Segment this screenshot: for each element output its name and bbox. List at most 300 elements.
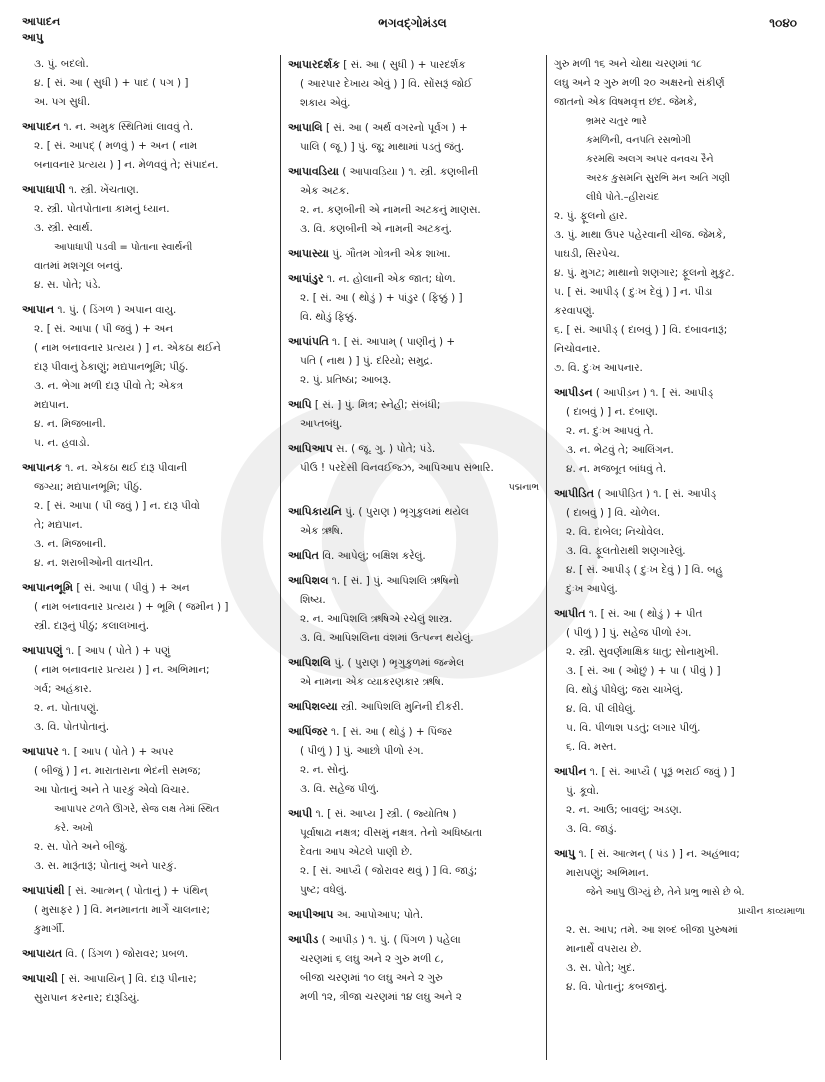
definition-text: કમળિની, વનપતિ રસભોગી <box>586 135 691 146</box>
definition-text: [ સં. આત્મન્ ( પોતાનું ) + પંથિન્ <box>64 885 208 897</box>
entry-line <box>288 697 539 717</box>
dictionary-entry <box>288 162 539 239</box>
headword: આપાલિ <box>288 121 323 134</box>
entry-line <box>22 857 273 876</box>
entry-line <box>22 617 273 636</box>
definition-text: મળી ૧૨, ત્રીજા ચરણમાં ૧૪ લઘુ અને ૨ <box>300 991 462 1003</box>
entry-line <box>22 137 273 156</box>
definition-text: ૫. [ સં. આપીડ્ ( દુઃખ દેવું ) ] ન. પીડા <box>554 286 713 298</box>
definition-text: અ. પગ સુધી. <box>34 96 91 108</box>
headword: આપાન <box>22 303 55 316</box>
definition-text: પતિ ( નાથ ) ] પું. દરિયો; સમુદ્ર. <box>300 355 433 367</box>
dictionary-entry <box>22 881 273 939</box>
entry-line <box>554 762 805 782</box>
entry-line <box>288 308 539 327</box>
entry-line <box>554 604 805 624</box>
definition-text: ૨. ન. પોતાપણું. <box>34 702 99 714</box>
entry-line <box>22 117 273 137</box>
dictionary-entry <box>22 458 273 573</box>
definition-text: ૩. પું. માથા ઉપર પહેરવાની ચીજ. જેમકે, <box>554 229 726 241</box>
headword: આપીડ <box>288 933 319 946</box>
entry-line <box>288 862 539 881</box>
entry-line <box>554 283 805 302</box>
definition-text: આપ્તબંધુ. <box>300 418 343 430</box>
entry-line <box>554 542 805 561</box>
definition-text: ૩. [ સં. આ ( ઓછું ) + પા ( પીવું ) ] <box>566 665 721 677</box>
definition-text: ૩. ન. ભેટવું તે; આલિંગન. <box>566 444 674 456</box>
definition-text: સ્ત્રી. દારૂનું પીઠું; કલાલખાનું. <box>34 620 150 632</box>
headword: આપિશલ્યા <box>288 700 338 713</box>
definition-text: ( પીળું ) ] પું. સહેજ પીળો રંગ. <box>566 627 692 639</box>
entry-line <box>554 662 805 681</box>
definition-text: ૪. [ સં. આપીડ્ ( દુઃખ દેવું ) ] વિ. બહુ <box>566 564 723 576</box>
definition-text: પીઉ ! પરદેસી વિનવઈજ્ઝ, આપિઆપ સંભારિ. <box>300 462 494 474</box>
definition-text: [ સં. આપાયિન્ ] વિ. દારૂ પીનાર; <box>57 973 197 985</box>
definition-text: દુઃખ આપેલું. <box>566 583 618 595</box>
entry-line <box>288 201 539 220</box>
headword: આપિ <box>288 398 312 411</box>
entry-line <box>22 276 273 295</box>
definition-text: ૩. સ. મારૂંતારૂં; પોતાનું અને પારકું. <box>34 860 177 872</box>
entry-line <box>22 535 273 554</box>
dictionary-entry <box>554 604 805 757</box>
dictionary-entry <box>22 944 273 964</box>
entry-line <box>554 921 805 940</box>
definition-text: પું. કૂવો. <box>566 785 600 797</box>
headword: આપાધાપી <box>22 183 66 196</box>
entry-line <box>22 989 273 1008</box>
dictionary-entry <box>288 804 539 900</box>
definition-text: ( નામ બનાવનાર પ્રત્યય ) ] ન. એકઠા થઈને <box>34 342 221 354</box>
definition-text: પું. ગૌતમ ગોત્રની એક શાખા. <box>328 248 451 260</box>
definition-text: ૩. વિ. આપિશલિના વંશમાં ઉત્પન્ન થયેલું. <box>300 632 474 644</box>
definition-text: [ સં. ] પું. મિત્ર; સ્નેહી; સંબંધી; <box>311 399 441 411</box>
entry-line <box>22 55 273 74</box>
column-1 <box>22 55 280 1065</box>
entry-line <box>288 352 539 371</box>
entry-line <box>22 415 273 434</box>
definition-text: ૪. [ સં. આ ( સુધી ) + પાદ ( પગ ) ] <box>34 77 189 89</box>
headword: આપાંપતિ <box>288 335 329 348</box>
entry-line <box>554 700 805 719</box>
headword: આપાપંથી <box>22 884 65 897</box>
entry-line <box>22 396 273 415</box>
entry-line <box>288 395 539 415</box>
entry-line <box>288 546 539 566</box>
definition-text: વિ. થોડું ફિક્કું. <box>300 311 358 323</box>
definition-text: ( બીજું ) ] ન. મારાતારાના ભેદની સમજ; <box>34 765 201 777</box>
entry-line <box>288 571 539 591</box>
definition-text: ( પીળું ) ] પું. આછો પીળો રંગ. <box>300 745 424 757</box>
definition-text: પું. ( પુરાણ ) ભૃગુકુળમાં જન્મેલ <box>330 657 465 669</box>
quotation-source <box>288 478 539 497</box>
quotation-line <box>554 150 805 169</box>
dictionary-entry <box>288 118 539 157</box>
headword: આપાચી <box>22 972 58 985</box>
definition-text: ૧. [ સં. આપામ્ ( પાણીનું ) + <box>328 336 456 348</box>
definition-text: સ્ત્રી. આપિશલિ મુનિની દીકરી. <box>337 701 464 713</box>
definition-text: ૪. ન. મિજબાની. <box>34 418 106 430</box>
entry-line <box>554 820 805 839</box>
definition-text: લઘુ અને ૨ ગુરુ મળી ૨૦ અક્ષરનો સંકીર્ણ <box>554 77 725 89</box>
definition-text: શકાય એવું. <box>300 97 351 109</box>
definition-text: ૧. [ સં. આત્મન્ ( પંડ ) ] ન. અહંભાવ; <box>575 848 740 860</box>
definition-text: ૨. સ્ત્રી. પોતપોતાના કામનું ધ્યાન. <box>34 203 170 215</box>
entry-line <box>22 497 273 516</box>
entry-line <box>554 460 805 479</box>
entry-line <box>554 523 805 542</box>
entry-line <box>22 257 273 276</box>
entry-line <box>554 782 805 801</box>
entry-line <box>22 781 273 800</box>
quotation-line <box>22 800 273 819</box>
definition-text: પુષ્ટ; વધેલું. <box>300 884 347 896</box>
definition-text: લીધે પોતે.–હીરાચંદ <box>586 192 660 203</box>
dictionary-entry <box>554 55 805 378</box>
definition-text: ૩. વિ. કણબીની એ નામની અટકનું. <box>300 223 452 235</box>
entry-line <box>22 458 273 478</box>
entry-line <box>22 377 273 396</box>
entry-line <box>554 978 805 997</box>
dictionary-entry <box>22 969 273 1008</box>
entry-line <box>554 719 805 738</box>
definition-text: ૩. વિ. જાડું. <box>566 823 617 835</box>
definition-text: ૨. ન. આઉ; બાવલું; અડણ. <box>566 804 682 816</box>
definition-text: ૨. સ. આપ; તમે. આ શબ્દ બીજા પુરુષમાં <box>566 924 738 936</box>
dictionary-entry <box>22 55 273 112</box>
entry-line <box>22 320 273 339</box>
entry-line <box>288 244 539 264</box>
definition-text: બનાવનાર પ્રત્યય ) ] ન. મેળવવું તે; સંપાદન. <box>34 159 219 171</box>
definition-text: પ્રાચીન કાવ્યમાળા <box>737 906 805 917</box>
definition-text: ૨. સ્ત્રી. સુવર્ણમાક્ષિક ધાતુ; સોનામુખી. <box>566 646 719 658</box>
dictionary-entry <box>288 269 539 327</box>
definition-text: ૧. ન. અમુક સ્થિતિમાં લાવવું તે. <box>60 121 194 133</box>
definition-text: ( દાબવું ) ] ન. દબાણ. <box>566 406 658 418</box>
entry-line <box>288 75 539 94</box>
quotation-line <box>22 238 273 257</box>
entry-line <box>554 844 805 864</box>
entry-line <box>288 653 539 673</box>
definition-text: પું. ( પુરાણ ) ભૃગુકુલમાં થયેલ <box>341 506 469 518</box>
entry-line <box>288 988 539 1007</box>
entry-line <box>22 554 273 573</box>
definition-text: ૨. ન. સોનું. <box>300 764 350 776</box>
definition-text: પાલિ ( જૂ ) ] પું. જૂ; માથામાં પડતું જંતુ. <box>300 141 465 153</box>
dictionary-entry <box>288 439 539 497</box>
entry-line <box>288 138 539 157</box>
definition-text: વિ. થોડું પીધેલું; જરા ચાખેલું. <box>566 684 684 696</box>
entry-line <box>288 629 539 648</box>
quotation-line <box>554 883 805 902</box>
entry-line <box>288 182 539 201</box>
definition-text: મદ્યપાન. <box>34 399 70 411</box>
definition-text: નિચોવનાર. <box>554 343 601 355</box>
entry-line <box>288 522 539 541</box>
headword: આપિત <box>288 549 319 562</box>
headword: આપાપણું <box>22 644 63 657</box>
entry-line <box>22 742 273 762</box>
quotation-line <box>22 819 273 838</box>
dictionary-columns <box>22 55 812 1065</box>
dictionary-entry <box>22 300 273 453</box>
entry-line <box>554 580 805 599</box>
entry-line <box>288 220 539 239</box>
quotation-line <box>554 188 805 207</box>
definition-text: આપાધાપી પડવી = પોતાના સ્વાર્થની <box>54 242 193 253</box>
definition-text: શિષ્ય. <box>300 594 326 606</box>
definition-text: ૨. [ સં. આપ્યૈ ( જોરાવર થવું ) ] વિ. જાડું; <box>300 865 478 877</box>
dictionary-entry <box>288 55 539 113</box>
definition-text: ૨. ન. દુઃખ આપવું તે. <box>566 425 654 437</box>
headword: આપિશલ <box>288 574 329 587</box>
entry-line <box>288 969 539 988</box>
definition-text: ૧. ન. હોલાની એક જાત; ધોળ. <box>323 273 456 285</box>
dictionary-entry <box>288 653 539 692</box>
entry-line <box>554 738 805 757</box>
definition-text: ૬. [ સં. આપીડ્ ( દાબવું ) ] વિ. દબાવનારૂં; <box>554 324 728 336</box>
definition-text: ૨. પું. ફૂલનો હાર. <box>554 210 628 222</box>
entry-line <box>554 321 805 340</box>
entry-line <box>22 838 273 857</box>
headword: આપાંડુર <box>288 272 324 285</box>
definition-text: ૩. પું. બદલો. <box>34 58 89 70</box>
definition-text: [ સં. આ ( અર્થ વગરનો પૂર્વગ ) + <box>322 122 468 134</box>
definition-text: ૧. [ સં. આ ( થોડું ) + પિંજર <box>327 726 453 738</box>
entry-line <box>554 93 805 112</box>
headword: આપીડન <box>554 386 593 399</box>
definition-text: ૧. [ સં. આ ( થોડું ) + પીત <box>585 608 703 620</box>
definition-text: ( આપીડ઼ ) ૧. પું. ( પિંગળ ) પહેલા <box>318 934 461 946</box>
entry-line <box>22 339 273 358</box>
definition-text: ૨. ન. આપિશલિ ઋષિએ રચેલું શાસ્ત્ર. <box>300 613 453 625</box>
entry-line <box>288 722 539 742</box>
entry-line <box>22 969 273 989</box>
definition-text: એ નામના એક વ્યાકરણકાર ઋષિ. <box>300 676 444 688</box>
entry-line <box>554 561 805 580</box>
entry-line <box>554 959 805 978</box>
definition-text: ( આપીડ઼િત ) ૧. [ સં. આપીડ્ <box>594 488 717 500</box>
entry-line <box>288 371 539 390</box>
entry-line <box>22 901 273 920</box>
entry-line <box>22 699 273 718</box>
dictionary-entry <box>22 117 273 175</box>
definition-text: ગર્વ; અહંકાર. <box>34 683 92 695</box>
definition-text: ૩. સ. પોતે; ખુદ. <box>566 962 636 974</box>
definition-text: ૩. ન. ભેગા મળી દારૂ પીવો તે; એકત્ર <box>34 380 183 392</box>
entry-line <box>554 681 805 700</box>
entry-line <box>22 598 273 617</box>
headword: આપિંજર <box>288 725 328 738</box>
entry-line <box>288 269 539 289</box>
entry-line <box>554 207 805 226</box>
definition-text: ૪. ન. મજબૂત બાંધવું તે. <box>566 463 667 475</box>
definition-text: ( નામ બનાવનાર પ્રત્યય ) ] ન. અભિમાન; <box>34 664 210 676</box>
entry-line <box>288 415 539 434</box>
dictionary-entry <box>22 578 273 636</box>
definition-text: ૩. વિ. ફૂલતોરાથી શણગારેલું. <box>566 545 686 557</box>
definition-text: આ પોતાનું અને તે પારકું એવો વિચાર. <box>34 784 190 796</box>
definition-text: પાઘડી, સિરપેચ. <box>554 248 620 260</box>
definition-text: જાતનો એક વિષમવૃત્ત છંદ. જેમકે, <box>554 96 697 108</box>
definition-text: ૩. સ્ત્રી. સ્વાર્થ. <box>34 222 93 234</box>
definition-text: ૨. પું. પ્રતિષ્ઠા; આબરૂ. <box>300 374 392 386</box>
dictionary-entry <box>554 383 805 479</box>
entry-line <box>288 761 539 780</box>
entry-line <box>554 441 805 460</box>
entry-line <box>22 200 273 219</box>
page-header <box>0 0 825 52</box>
dictionary-entry <box>288 697 539 717</box>
column-2 <box>280 55 547 1060</box>
definition-text: એક અટક. <box>300 185 350 197</box>
dictionary-entry <box>22 742 273 876</box>
definition-text: ૨. [ સં. આ ( થોડું ) + પાંડુર ( ફિક્કું ) ] <box>300 292 463 304</box>
entry-line <box>554 74 805 93</box>
definition-text: સ. ( જૂ. ગુ. ) પોતે; પંડે. <box>332 443 436 455</box>
definition-text: કુમાર્ગી. <box>34 923 66 935</box>
entry-line <box>554 403 805 422</box>
definition-text: ( મુસાફર ) ] વિ. મનમાનતા માર્ગે ચાલનાર; <box>34 904 210 916</box>
headword: આપાવડિયા <box>288 165 339 178</box>
definition-text: ૩. વિ. પોતપોતાનું. <box>34 721 110 733</box>
definition-text: ૪. વિ. પી લીધેલું. <box>566 703 636 715</box>
definition-text: માનાર્થે વપરાય છે. <box>566 943 642 955</box>
entry-line <box>288 459 539 478</box>
entry-line <box>288 439 539 459</box>
entry-line <box>288 162 539 182</box>
entry-line <box>554 484 805 504</box>
definition-text: આપાપર ટળતે ઊગરે, સેજ લક્ષ તેમાં સ્થિત <box>54 804 220 815</box>
definition-text: ૧. પું. ( ડિંગળ ) અપાન વાયુ. <box>54 304 177 316</box>
entry-line <box>288 289 539 308</box>
entry-line <box>22 478 273 497</box>
guide-word-first: આપાદન <box>22 15 61 28</box>
entry-line <box>22 762 273 781</box>
definition-text: પદ્મનાભ <box>508 482 539 493</box>
headword: આપાનક <box>22 461 62 474</box>
entry-line <box>554 264 805 283</box>
entry-line <box>288 804 539 824</box>
entry-line <box>22 516 273 535</box>
headword: આપિકાયનિ <box>288 505 342 518</box>
definition-text: ૨. [ સં. આપદ્ ( મળવું ) + અન ( નામ <box>34 140 198 152</box>
entry-line <box>288 824 539 843</box>
entry-line <box>288 673 539 692</box>
definition-text: ૪. સ. પોતે; પંડે. <box>34 279 101 291</box>
definition-text: દેવતા આપ એટલે પાણી છે. <box>300 846 413 858</box>
dictionary-entry <box>22 641 273 737</box>
headword: આપીન <box>554 765 587 778</box>
dictionary-title: ભગવદ્ગોમંડલ <box>378 16 447 30</box>
entry-line <box>288 332 539 352</box>
definition-text: ૧. [ સં. ] પું. આપિશલિ ઋષિનો <box>328 575 459 587</box>
definition-text: ભ્રમર ચતુર ભારે <box>586 116 647 127</box>
quotation-line <box>554 169 805 188</box>
entry-line <box>22 434 273 453</box>
definition-text: ૧. ન. એકઠા થઈ દારૂ પીવાની <box>61 462 188 474</box>
definition-text: ૫. ન. હવાડો. <box>34 437 90 449</box>
quotation-source <box>554 902 805 921</box>
definition-text: ૪. ન. શરાબીઓની વાતચીત. <box>34 557 154 569</box>
dictionary-entry <box>288 502 539 541</box>
guide-word-last: આપુ <box>22 31 44 44</box>
entry-line <box>554 245 805 264</box>
entry-line <box>554 302 805 321</box>
entry-line <box>288 94 539 113</box>
headword: આપાનભૂમિ <box>22 581 74 594</box>
dictionary-entry <box>288 332 539 390</box>
definition-text: ( નામ બનાવનાર પ્રત્યય ) + ભૂમિ ( જમીન ) ] <box>34 601 229 613</box>
entry-line <box>22 641 273 661</box>
quotation-line <box>554 131 805 150</box>
entry-line <box>288 118 539 138</box>
entry-line <box>288 950 539 969</box>
entry-line <box>22 578 273 598</box>
definition-text: ૧. [ સં. આપ્યૈ ( પૂરૂં ભરાઈ જવું ) ] <box>586 766 735 778</box>
definition-text: જગ્યા; મદ્યપાનભૂમિ; પીઠું. <box>34 481 143 493</box>
page-number: ૧૦૪૦ <box>769 16 797 30</box>
definition-text: [ સં. આપા ( પીવું ) + અન <box>73 582 190 594</box>
definition-text: ૨. [ સં. આપા ( પી જવું ) ] ન. દારૂ પીવો <box>34 500 200 512</box>
definition-text: ૪. પું. મુગટ; માથાનો શણગાર; ફૂલનો મુકુટ. <box>554 267 735 279</box>
definition-text: ૧. સ્ત્રી. ખેંચતાણ. <box>65 184 139 196</box>
definition-text: ગુરુ મળી ૧૬ અને ચોથા ચરણમાં ૧૮ <box>554 58 702 70</box>
entry-line <box>22 74 273 93</box>
definition-text: ( આરપાર દેખાય એવું ) ] વિ. સોંસરૂં જોઈ <box>300 78 473 90</box>
definition-text: વાતમાં મશગૂલ બનવું. <box>34 260 124 272</box>
headword: આપિશલિ <box>288 656 331 669</box>
entry-line <box>22 944 273 964</box>
definition-text: તે; મદ્યપાન. <box>34 519 83 531</box>
entry-line <box>22 920 273 939</box>
definition-text: દારૂ પીવાનું ઠેકાણું; મદ્યપાનભૂમિ; પીઠું. <box>34 361 189 373</box>
dictionary-entry <box>554 844 805 997</box>
dictionary-entry <box>288 571 539 648</box>
entry-line <box>554 340 805 359</box>
dictionary-entry <box>288 395 539 434</box>
definition-text: ૭. વિ. દુઃખ આપનાર. <box>554 362 643 374</box>
column-3 <box>547 55 812 1065</box>
definition-text: અ. આપોઆપ; પોતે. <box>333 909 424 921</box>
headword: આપાયત <box>22 947 63 960</box>
definition-text: ૨. સ. પોતે અને બીજું. <box>34 841 128 853</box>
dictionary-entry <box>288 930 539 1007</box>
entry-line <box>288 843 539 862</box>
entry-line <box>22 718 273 737</box>
entry-line <box>288 610 539 629</box>
definition-text: કરવાપણું. <box>554 305 595 317</box>
headword: આપીડિત <box>554 487 595 500</box>
entry-line <box>554 624 805 643</box>
dictionary-entry <box>288 244 539 264</box>
definition-text: કરે. અખો <box>54 823 94 834</box>
definition-text: એક ઋષિ. <box>300 525 344 537</box>
definition-text: ૨. [ સં. આપા ( પી જવું ) + અન <box>34 323 173 335</box>
dictionary-entry <box>554 484 805 599</box>
definition-text: ૬. વિ. મસ્ત. <box>566 741 617 753</box>
entry-line <box>22 358 273 377</box>
definition-text: ( દાબવું ) ] વિ. ચોળેલ. <box>566 507 661 519</box>
dictionary-entry <box>288 722 539 799</box>
entry-line <box>22 300 273 320</box>
dictionary-entry <box>22 180 273 295</box>
dictionary-entry <box>288 546 539 566</box>
definition-text: ચરણમાં ૬ લઘુ અને ૨ ગુરુ મળી ૮, <box>300 953 444 965</box>
definition-text: ( આપીડ઼ન ) ૧. [ સં. આપીડ્ <box>592 387 713 399</box>
entry-line <box>22 219 273 238</box>
headword: આપિઆપ <box>288 442 333 455</box>
